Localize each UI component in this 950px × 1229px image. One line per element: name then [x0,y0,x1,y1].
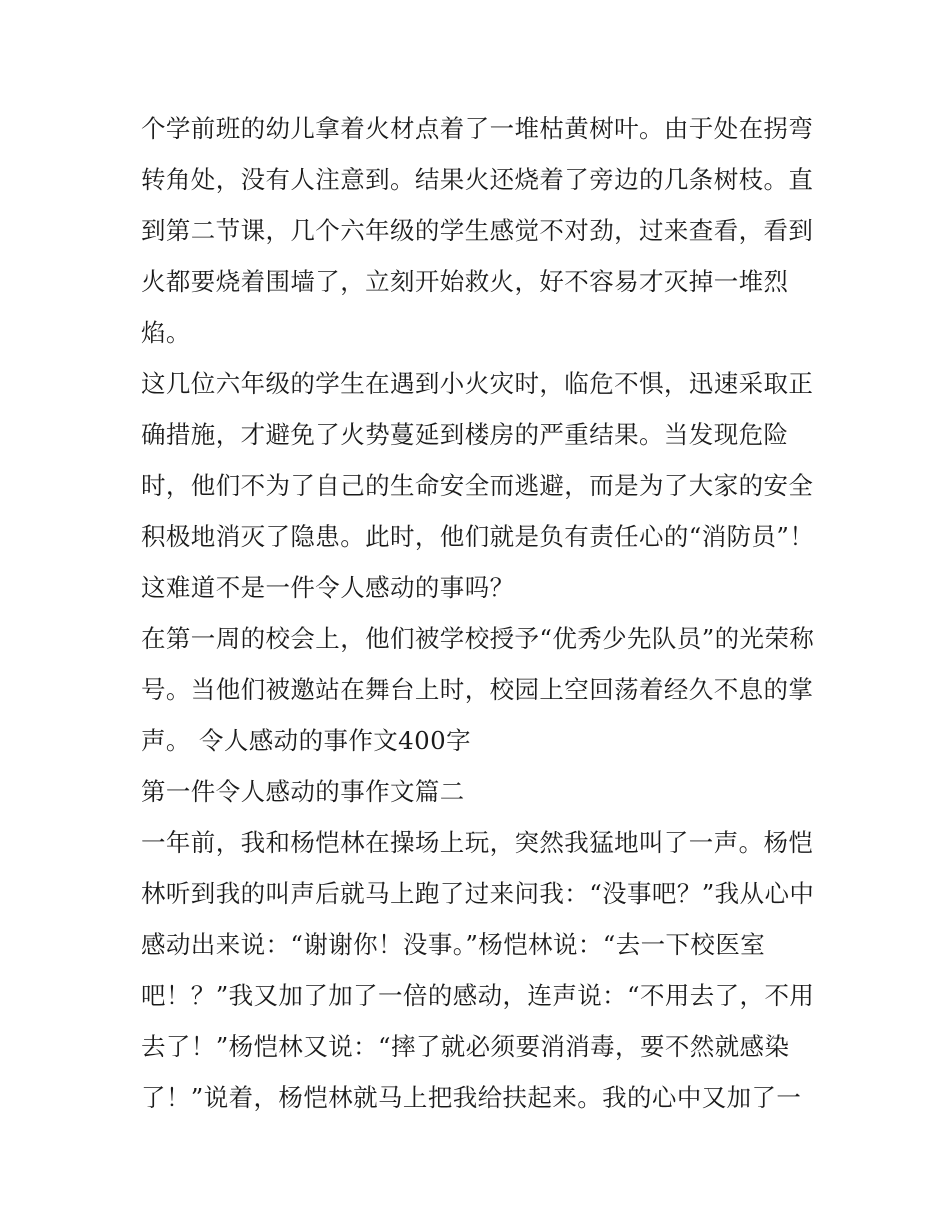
text-line: 时，他们不为了自己的生命安全而逃避，而是为了大家的安全 [141,471,814,500]
text-line: 焰。 [141,318,191,347]
text-line: 了！”说着，杨恺林就马上把我给扶起来。我的心中又加了一 [141,1083,802,1112]
text-line: 一年前，我和杨恺林在操场上玩，突然我猛地叫了一声。杨恺 [141,828,814,857]
section-heading: 第一件令人感动的事作文篇二 [141,777,465,806]
text-line: 在第一周的校会上，他们被学校授予“优秀少先队员”的光荣称 [141,624,815,653]
text-line: 这几位六年级的学生在遇到小火灾时，临危不惧，迅速采取正 [141,369,814,398]
text-line: 林听到我的叫声后就马上跑了过来问我：“没事吧？”我从心中 [141,879,815,908]
text-line: 个学前班的幼儿拿着火材点着了一堆枯黄树叶。由于处在拐弯 [141,114,814,143]
text-line: 确措施，才避免了火势蔓延到楼房的严重结果。当发现危险 [141,420,789,449]
text-line: 积极地消灭了隐患。此时，他们就是负有责任心的“消防员”！ [141,522,815,551]
text-line: 到第二节课，几个六年级的学生感觉不对劲，过来查看，看到 [141,216,814,245]
text-line: 火都要烧着围墙了，立刻开始救火，好不容易才灭掉一堆烈 [141,267,789,296]
text-line: 声。 令人感动的事作文400字 [141,726,472,755]
text-line: 转角处，没有人注意到。结果火还烧着了旁边的几条树枝。直 [141,165,814,194]
text-line: 去了！”杨恺林又说：“摔了就必须要消消毒，要不然就感染 [141,1032,790,1061]
document-body [141,103,821,1123]
text-line: 吧！？”我又加了加了一倍的感动，连声说：“不用去了，不用 [141,981,815,1010]
text-line: 这难道不是一件令人感动的事吗？ [141,573,515,602]
text-line: 感动出来说：“谢谢你！没事。”杨恺林说：“去一下校医室 [141,930,766,959]
text-line: 号。当他们被邀站在舞台上时，校园上空回荡着经久不息的掌 [141,675,814,704]
